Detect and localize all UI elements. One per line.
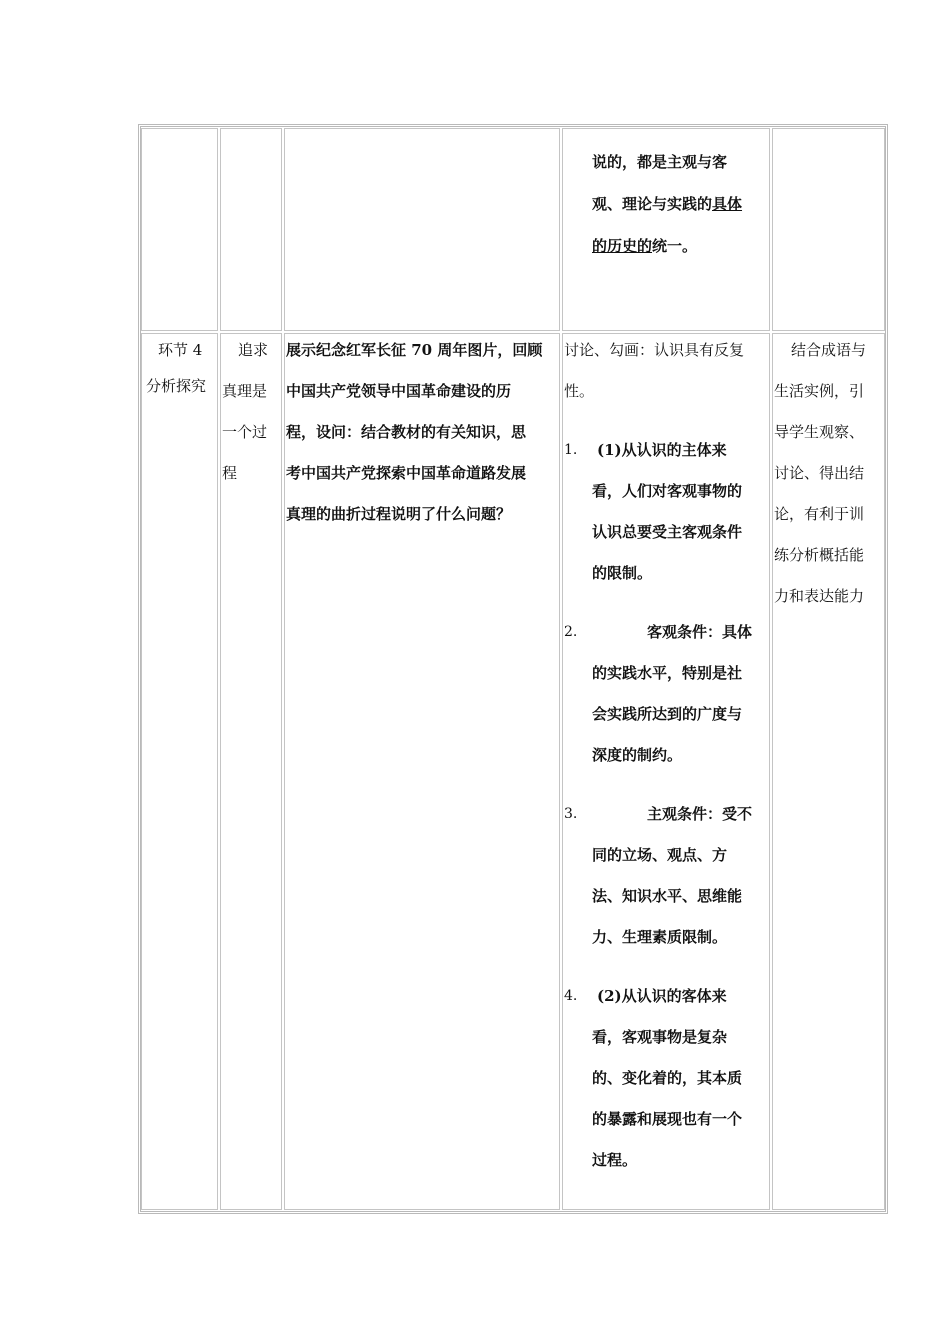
activity-line4: 考中国共产党探索中国革命道路发展 [286, 464, 527, 482]
list-item-number: 2. [564, 624, 578, 640]
list-item-line: 客观条件：具体 [647, 623, 753, 641]
topic-line1: 追求 [238, 341, 269, 359]
list-item-line: 看，客观事物是复杂 [592, 1028, 728, 1046]
row2-col1-cell [141, 333, 218, 1210]
activity-line5: 真理的曲折过程说明了什么问题？ [286, 505, 512, 523]
stage-name: 分析探究 [146, 377, 207, 395]
activity-line1: 展示纪念红军长征 70 周年图片，回顾 [286, 341, 543, 359]
activity-line3: 程，设问：结合教材的有关知识，思 [286, 423, 527, 441]
row1-col4-line2-underlined: 具体 [712, 195, 743, 213]
discussion-intro-line2: 性。 [564, 382, 595, 400]
row1-col3-cell [284, 128, 560, 331]
discussion-intro-line1: 讨论、勾画：认识具有反复 [564, 341, 745, 359]
list-item-line: (1)从认识的主体来 [597, 441, 727, 459]
design-intent-line: 论，有利于训 [774, 505, 865, 523]
list-item-line: (2)从认识的客体来 [597, 987, 727, 1005]
topic-line3: 一个过 [222, 423, 268, 441]
design-intent-line: 结合成语与 [791, 341, 867, 359]
design-intent-line: 导学生观察、 [774, 423, 865, 441]
list-item-number: 1. [564, 442, 578, 458]
design-intent-line: 练分析概括能 [774, 546, 865, 564]
list-item-line: 力、生理素质限制。 [592, 928, 728, 946]
list-item-line: 的限制。 [592, 564, 653, 582]
list-item-line: 会实践所达到的广度与 [592, 705, 743, 723]
list-item-line: 主观条件：受不 [647, 805, 753, 823]
design-intent-line: 生活实例，引 [774, 382, 865, 400]
row1-col4-line2-text: 观、理论与实践的 [592, 195, 713, 213]
stage-label: 环节 4 [158, 341, 203, 359]
row1-col4-line2 [592, 184, 742, 225]
list-item-line: 深度的制约。 [592, 746, 683, 764]
list-item-number: 3. [564, 806, 578, 822]
list-item-line: 看，人们对客观事物的 [592, 482, 743, 500]
list-item-line: 法、知识水平、思维能 [592, 887, 743, 905]
list-item-line: 同的立场、观点、方 [592, 846, 728, 864]
topic-line2: 真理是 [222, 382, 268, 400]
list-item-line: 的、变化着的，其本质 [592, 1069, 743, 1087]
row1-col5-cell [772, 128, 885, 331]
design-intent-line: 讨论、得出结 [774, 464, 865, 482]
list-item-line: 认识总要受主客观条件 [592, 523, 743, 541]
row1-col2-cell [220, 128, 282, 331]
row1-col4-line3 [592, 226, 697, 267]
row1-col4-line3-tail: 统一。 [652, 237, 698, 255]
row1-col1-cell [141, 128, 218, 331]
activity-line2: 中国共产党领导中国革命建设的历 [286, 382, 512, 400]
list-item-line: 的暴露和展现也有一个 [592, 1110, 743, 1128]
topic-line4: 程 [222, 464, 238, 482]
design-intent-line: 力和表达能力 [774, 587, 865, 605]
list-item-line: 的实践水平，特别是社 [592, 664, 743, 682]
list-item-line: 过程。 [592, 1151, 638, 1169]
list-item-number: 4. [564, 988, 578, 1004]
row1-col4-line1: 说的，都是主观与客 [592, 153, 728, 171]
row1-col4-line3-underlined: 的历史的 [592, 237, 653, 255]
